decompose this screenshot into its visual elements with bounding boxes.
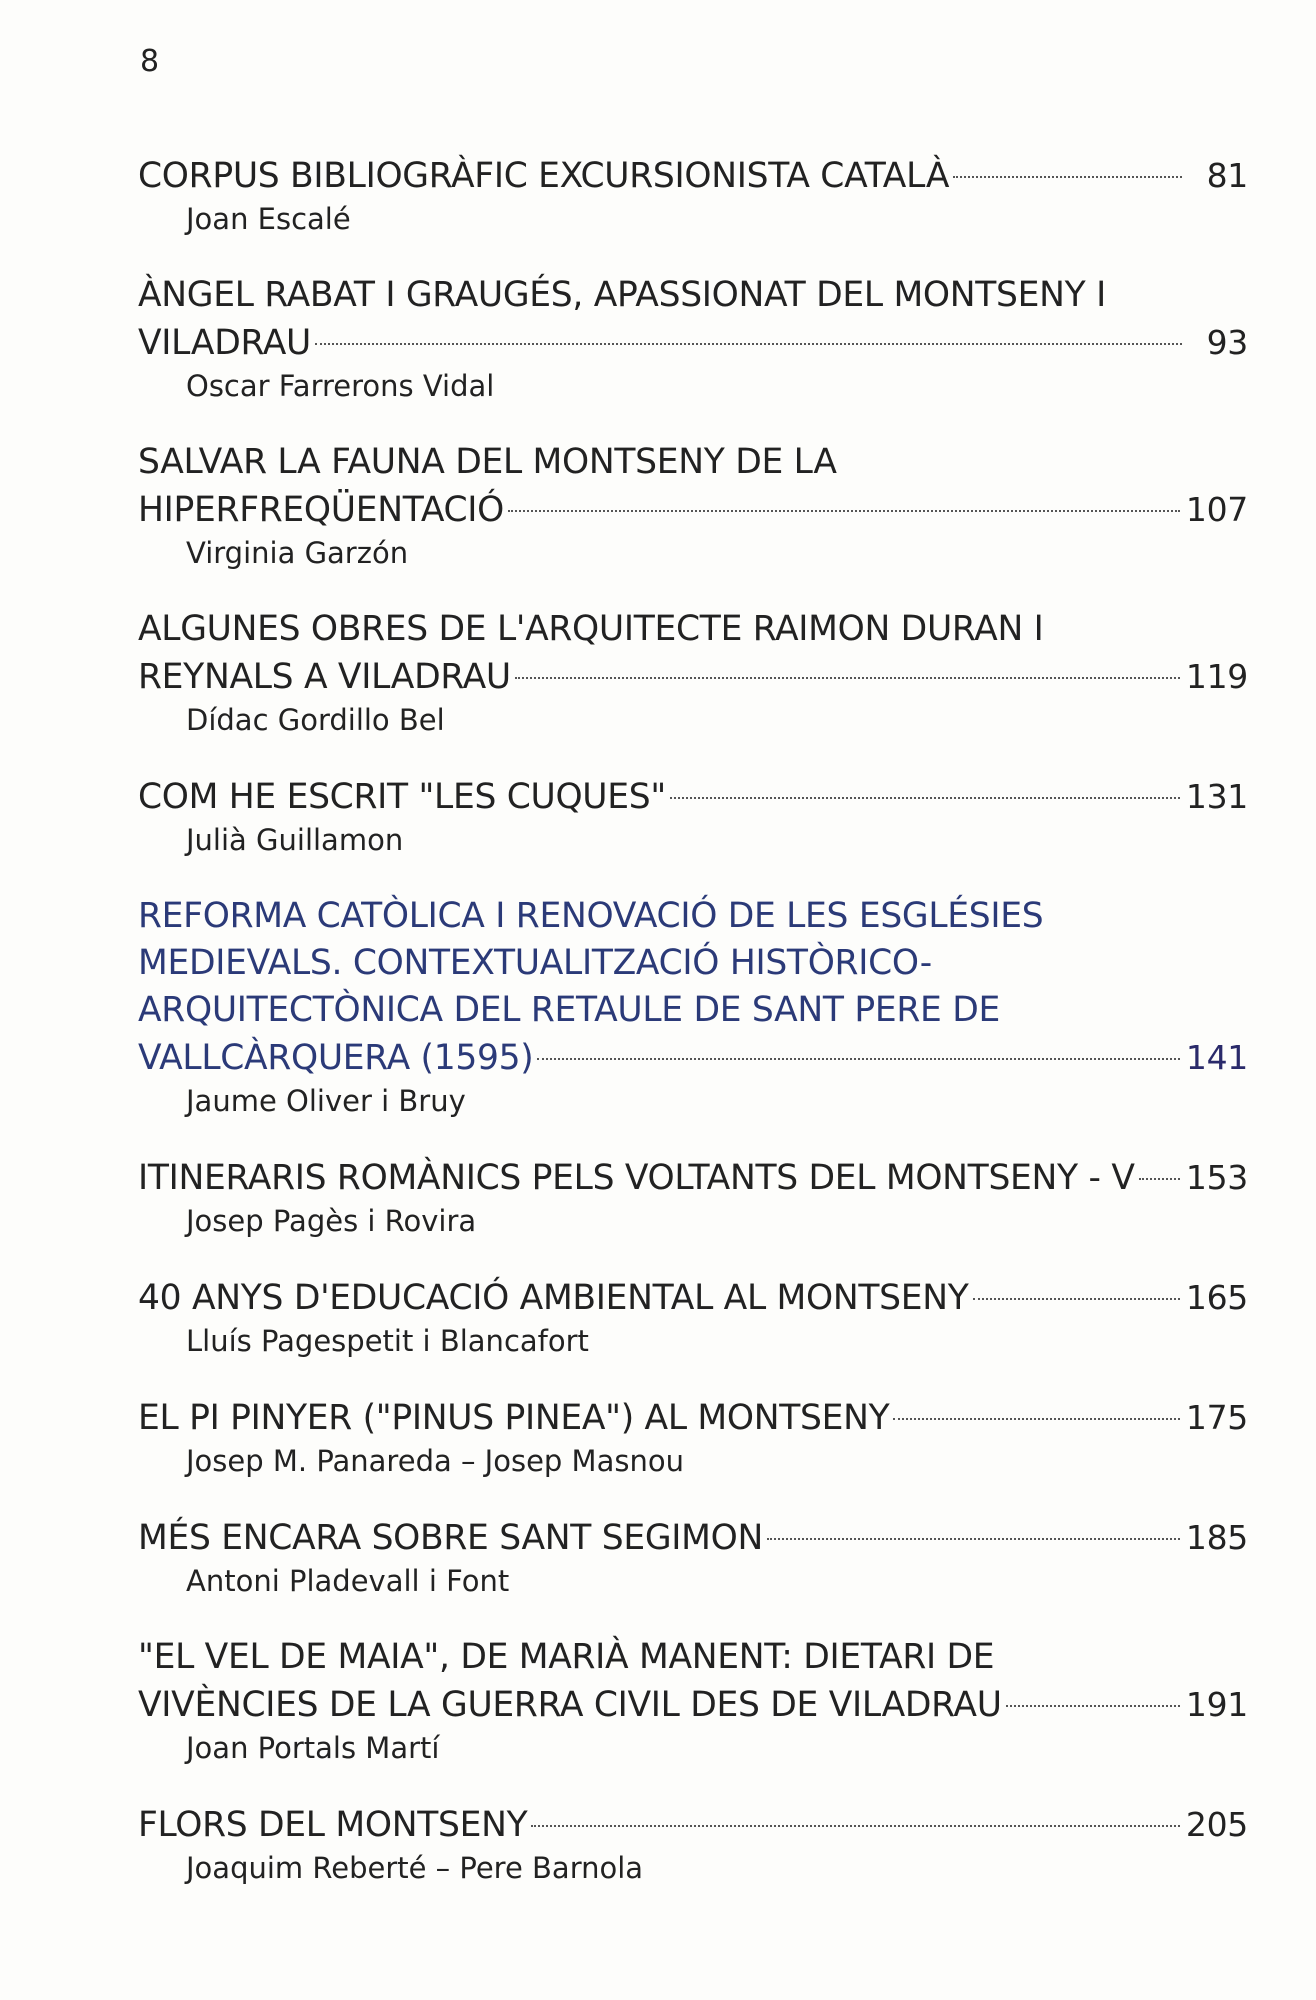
entry-title-last-line: [138, 653, 1248, 701]
dot-leader: [953, 176, 1182, 178]
toc-entry: [138, 152, 1248, 238]
dot-leader: [670, 797, 1180, 799]
table-of-contents: [138, 152, 1248, 1887]
dot-leader: [515, 677, 1180, 679]
entry-title: ITINERARIS ROMÀNICS PELS VOLTANTS DEL MONTSENY - V: [138, 1158, 1135, 1198]
entry-author: Jaume Oliver i Bruy: [186, 1084, 466, 1118]
entry-page-number: 205: [1185, 1805, 1248, 1844]
entry-title: FLORS DEL MONTSENY: [138, 1805, 528, 1845]
entry-author: Joaquim Reberté – Pere Barnola: [186, 1851, 644, 1885]
entry-title-last-line: [138, 152, 1248, 200]
entry-title: CORPUS BIBLIOGRÀFIC EXCURSIONISTA CATALÀ: [138, 156, 950, 196]
toc-entry: [138, 1634, 1248, 1767]
entry-page-number: 107: [1185, 490, 1248, 529]
toc-entry: [138, 1801, 1248, 1887]
entry-page-number: 191: [1185, 1685, 1248, 1724]
entry-title: HIPERFREQÜENTACIÓ: [138, 490, 505, 530]
entry-title: COM HE ESCRIT "LES CUQUES": [138, 777, 666, 817]
entry-title: VALLCÀRQUERA (1595): [138, 1038, 534, 1078]
entry-author: Joan Escalé: [186, 202, 351, 236]
entry-title-last-line: [138, 773, 1248, 821]
entry-title-last-line: [138, 1801, 1248, 1849]
entry-page-number: 141: [1185, 1038, 1248, 1077]
entry-title-line: REFORMA CATÒLICA I RENOVACIÓ DE LES ESGLÉSIES: [138, 896, 1044, 936]
entry-title-line: SALVAR LA FAUNA DEL MONTSENY DE LA: [138, 442, 837, 482]
dot-leader: [537, 1058, 1179, 1060]
entry-title-last-line: [138, 1274, 1248, 1322]
entry-title-last-line: [138, 486, 1248, 534]
entry-page-number: 153: [1185, 1158, 1248, 1197]
toc-entry: [138, 893, 1248, 1120]
toc-entry: [138, 1274, 1248, 1360]
entry-page-number: 165: [1185, 1278, 1248, 1317]
entry-title: REYNALS A VILADRAU: [138, 657, 511, 697]
toc-entry: [138, 1394, 1248, 1480]
entry-title-last-line: [138, 1394, 1248, 1442]
entry-page-number: 185: [1185, 1518, 1248, 1557]
entry-title-last-line: [138, 1514, 1248, 1562]
dot-leader: [973, 1298, 1180, 1300]
entry-title-line: MEDIEVALS. CONTEXTUALITZACIÓ HISTÒRICO-: [138, 943, 932, 983]
toc-entry: [138, 1514, 1248, 1600]
entry-page-number: 175: [1185, 1398, 1248, 1437]
entry-page-number: 93: [1206, 323, 1248, 362]
entry-title: VILADRAU: [138, 323, 311, 363]
dot-leader: [1139, 1178, 1180, 1180]
entry-page-number: 119: [1185, 657, 1248, 696]
entry-title: MÉS ENCARA SOBRE SANT SEGIMON: [138, 1518, 763, 1558]
entry-title-line: ARQUITECTÒNICA DEL RETAULE DE SANT PERE DE: [138, 990, 1000, 1030]
toc-entry: [138, 1154, 1248, 1240]
entry-author: Antoni Pladevall i Font: [186, 1564, 510, 1598]
entry-title-last-line: [138, 1154, 1248, 1202]
dot-leader: [508, 510, 1180, 512]
entry-title-last-line: [138, 1034, 1248, 1082]
dot-leader: [893, 1418, 1179, 1420]
entry-author: Dídac Gordillo Bel: [186, 703, 445, 737]
entry-title-last-line: [138, 319, 1248, 367]
entry-author: Joan Portals Martí: [186, 1731, 440, 1765]
entry-author: Josep Pagès i Rovira: [186, 1204, 477, 1238]
toc-entry: [138, 606, 1248, 739]
entry-title-line: "EL VEL DE MAIA", DE MARIÀ MANENT: DIETARI DE: [138, 1637, 995, 1677]
dot-leader: [531, 1825, 1180, 1827]
entry-author: Julià Guillamon: [186, 823, 404, 857]
entry-page-number: 131: [1185, 777, 1248, 816]
entry-author: Lluís Pagespetit i Blancafort: [186, 1324, 589, 1358]
entry-title: 40 ANYS D'EDUCACIÓ AMBIENTAL AL MONTSENY: [138, 1278, 969, 1318]
entry-title-line: ÀNGEL RABAT I GRAUGÉS, APASSIONAT DEL MONTSENY I: [138, 275, 1106, 315]
entry-author: Virginia Garzón: [186, 536, 409, 570]
toc-entry: [138, 439, 1248, 572]
entry-page-number: 81: [1206, 156, 1248, 195]
toc-entry: [138, 272, 1248, 405]
dot-leader: [1006, 1705, 1180, 1707]
entry-title-last-line: [138, 1681, 1248, 1729]
dot-leader: [315, 343, 1182, 345]
dot-leader: [767, 1538, 1180, 1540]
entry-title: VIVÈNCIES DE LA GUERRA CIVIL DES DE VILADRAU: [138, 1685, 1002, 1725]
entry-title: EL PI PINYER ("PINUS PINEA") AL MONTSENY: [138, 1398, 890, 1438]
entry-author: Oscar Farrerons Vidal: [186, 369, 495, 403]
page-number: 8: [140, 44, 160, 79]
toc-entry: [138, 773, 1248, 859]
entry-title-line: ALGUNES OBRES DE L'ARQUITECTE RAIMON DURAN I: [138, 609, 1044, 649]
entry-author: Josep M. Panareda – Josep Masnou: [186, 1444, 684, 1478]
